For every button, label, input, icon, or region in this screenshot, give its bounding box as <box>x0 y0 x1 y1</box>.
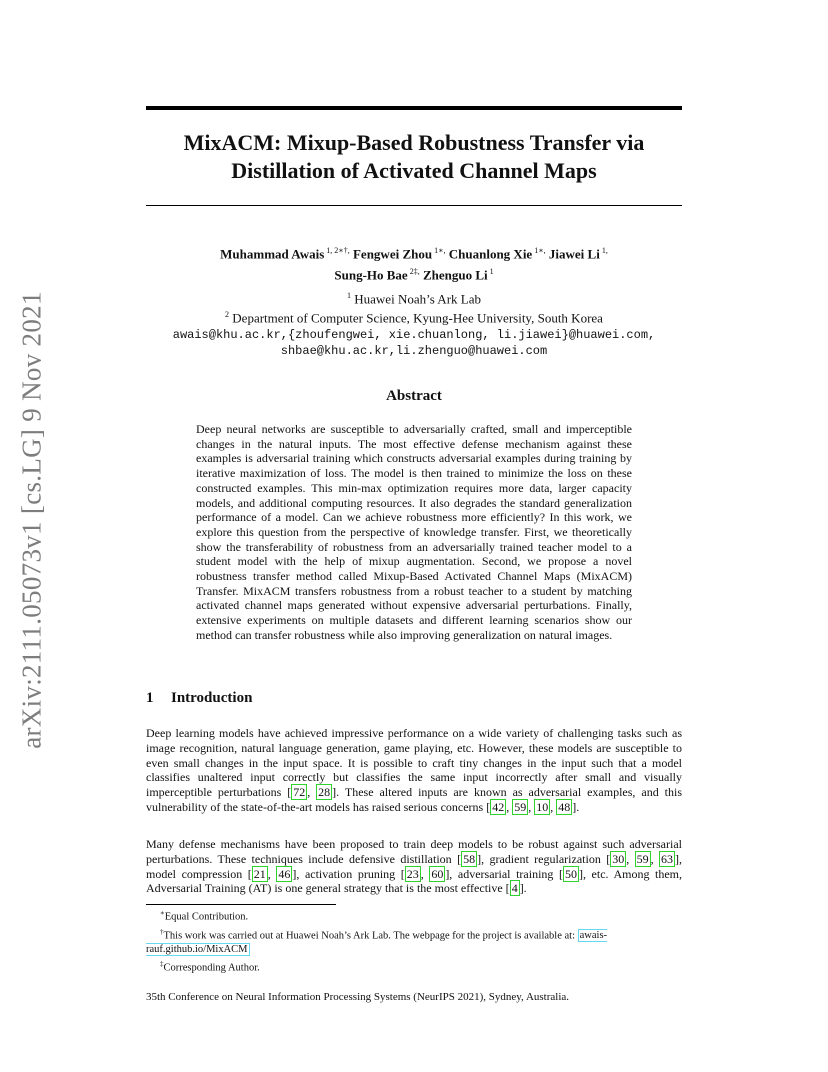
citation-link[interactable]: 60 <box>431 866 444 881</box>
author-mark: 1, 2∗†, <box>324 246 350 255</box>
section-number: 1 <box>146 690 154 706</box>
author-name: Fengwei Zhou <box>352 246 433 262</box>
arxiv-sidebar-stamp <box>12 290 52 750</box>
citation-link[interactable]: 50 <box>564 866 577 881</box>
citation-link[interactable]: 63 <box>661 851 674 866</box>
citation-link[interactable]: 72 <box>293 785 306 800</box>
affiliations <box>146 288 682 359</box>
affiliation-2: $^2$ Department of Computer Science, Kyung-Hee University, South Korea <box>225 310 603 326</box>
project-webpage-link[interactable]: awais-rauf.github.io/MixACM <box>146 930 608 955</box>
citation-link[interactable]: 59 <box>636 851 649 866</box>
author-mark: 1 <box>487 267 494 277</box>
author-list <box>146 242 682 285</box>
abstract-heading: Abstract <box>386 388 442 404</box>
author-name: Sung-Ho Bae <box>334 267 408 283</box>
citation-link[interactable]: 42 <box>492 799 505 814</box>
author-name: Zhenguo Li <box>422 267 488 283</box>
citation-link[interactable]: 4 <box>511 881 518 896</box>
author-mark: 1∗, <box>432 246 446 255</box>
paper-title: MixACM: Mixup-Based Robustness Transfer via Distillation of Activated Channel Maps <box>183 130 645 183</box>
citation-link[interactable]: 10 <box>536 799 549 814</box>
footnote-project-page: †This work was carried out at Huawei Noah’s Ark Lab. The webpage for the project is available at: awais-rauf.github.io/MixACM <box>146 927 608 955</box>
author-mark: 1∗, <box>532 246 546 255</box>
footnote-rule <box>146 904 336 905</box>
author-name: Jiawei Li <box>548 246 600 262</box>
footnotes <box>146 906 682 976</box>
author-emails-line-1: awais@khu.ac.kr,{zhoufengwei, xie.chuanlong, li.jiawei}@huawei.com, <box>172 327 656 342</box>
conference-footer: 35th Conference on Neural Information Processing Systems (NeurIPS 2021), Sydney, Australia. <box>146 991 570 1003</box>
citation-link[interactable]: 58 <box>463 851 476 866</box>
affiliation-1: $^1$ Huawei Noah’s Ark Lab <box>347 291 481 307</box>
citation-link[interactable]: 59 <box>514 799 527 814</box>
citation-link[interactable]: 28 <box>318 785 331 800</box>
section-title: Introduction <box>171 690 253 706</box>
title-bottom-rule <box>146 205 682 206</box>
author-name: Muhammad Awais <box>220 246 325 262</box>
title-top-rule <box>146 106 682 110</box>
citation-link[interactable]: 46 <box>278 866 291 881</box>
abstract-body: Deep neural networks are susceptible to adversarially crafted, small and imperceptible changes in the natural inputs. The most effective defense mechanism against these examples is adversarial training which constructs adversarial examples during training by iterative maximization of loss. The model is then trained to minimize the loss on these constructed examples. This min-max optimization requires more data, larger capacity models, and additional computing resources. It also degrades the standard generalization performance of a model. Can we achieve robustness more efficiently? In this work, we explore this question from the perspective of knowledge transfer. First, we theoretically show the transferability of robustness from an adversarially trained teacher model to a student model with the help of mixup augmentation. Second, we propose a novel robustness transfer method called Mixup-Based Activated Channel Maps (MixACM) Transfer. MixACM transfers robustness from a robust teacher to a student by matching activated channel maps generated without expensive adversarial perturbations. Finally, extensive experiments on multiple datasets and different learning scenarios show our method can transfer robustness while also improving generalization on natural images. <box>196 422 632 642</box>
citation-link[interactable]: 48 <box>558 799 571 814</box>
intro-paragraph-1: Deep learning models have achieved impressive performance on a wide variety of challenging tasks such as image recognition, natural language generation, game playing, etc. However, these models are susceptible to even small changes in the input space. It is possible to craft tiny changes in the input such that a model classifies unaltered input correctly but classifies the same input incorrectly after small and visually imperceptible perturbations [ 72 , 28 ]. These altered inputs are known as adversarial examples, and this vulnerability of the state-of-the-art models has raised serious concerns [ 42 , 59 , 10 , 48 ]. <box>146 726 682 814</box>
citation-link[interactable]: 23 <box>406 866 419 881</box>
arxiv-id-text: arXiv:2111.05073v1 [cs.LG] 9 Nov 2021 <box>16 291 47 749</box>
footnote-equal-contribution: ∗Equal Contribution. <box>160 909 249 923</box>
citation-link[interactable]: 30 <box>612 851 625 866</box>
citation-link[interactable]: 21 <box>253 866 266 881</box>
author-emails-line-2: shbae@khu.ac.kr,li.zhenguo@huawei.com <box>280 343 548 358</box>
intro-paragraph-2: Many defense mechanisms have been proposed to train deep models to be robust against such adversarial perturbations. These techniques include defensive distillation [ 58 ], gradient regularization [ 30 , 59 , 63 ], model compression [ 21 , 46 ], activation pruning [ 23 , 60 ], adversarial training [ 50 ], etc. Among them, Adversarial Training (AT) is one general strategy that is the most effective [ 4 ]. <box>146 837 683 896</box>
author-mark: 2‡, <box>407 267 420 277</box>
footnote-corresponding-author: ‡Corresponding Author. <box>160 960 260 974</box>
section-heading-introduction <box>146 690 252 707</box>
author-mark: 1, <box>599 246 608 255</box>
author-name: Chuanlong Xie <box>448 246 533 262</box>
